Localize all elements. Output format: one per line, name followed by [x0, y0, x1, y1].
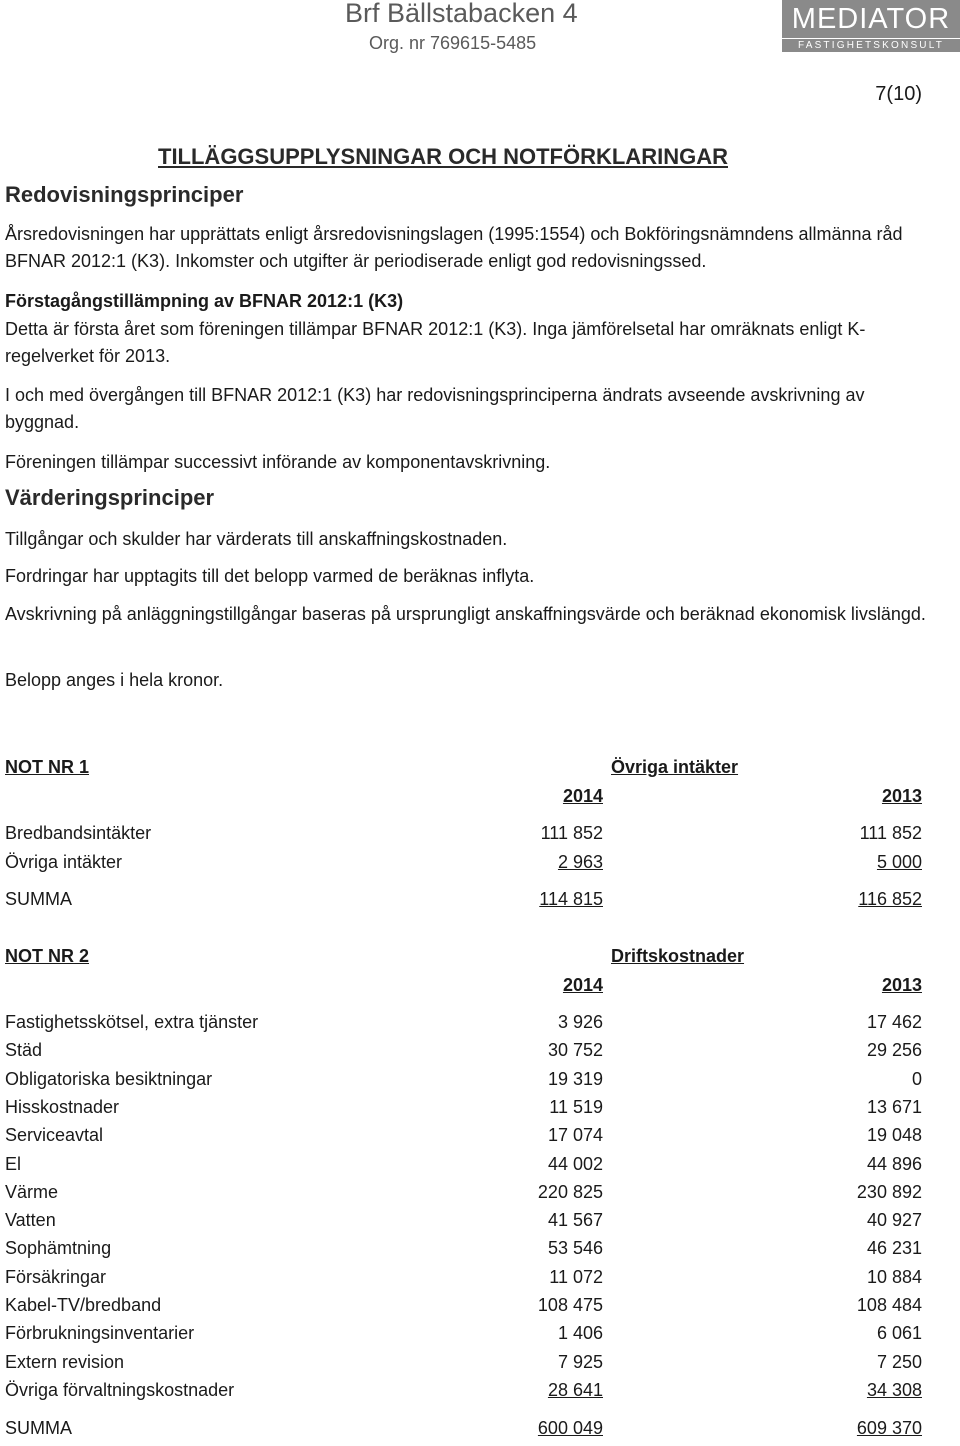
row-label: Övriga intäkter — [5, 851, 123, 872]
value-2014: 108 475 — [537, 1295, 603, 1315]
paragraph-arsredovisning: Årsredovisningen har upprättats enligt årsredovisningslagen (1995:1554) och Bokföringsnämndens allmänna råd BFNAR 2012:1 (K3). Inkomster och utgifter är periodiserade enligt god redovisningssed. — [5, 224, 903, 271]
value-2013: 111 852 — [859, 823, 922, 843]
value-2014: 28 641 — [547, 1379, 603, 1400]
section-title: TILLÄGGSUPPLYSNINGAR OCH NOTFÖRKLARINGAR — [158, 144, 728, 169]
value-2014: 44 002 — [547, 1153, 603, 1174]
row-label: Serviceavtal — [5, 1125, 104, 1146]
note2-sum-label: SUMMA — [5, 1418, 72, 1438]
note1-sum-row — [0, 889, 960, 917]
table-row — [0, 1210, 960, 1238]
value-2014: 11 519 — [549, 1096, 603, 1117]
note1-sum-label: SUMMA — [5, 889, 72, 909]
table-row — [0, 1012, 960, 1040]
table-row — [0, 1323, 960, 1351]
heading-forstagangstillampning: Förstagångstillämpning av BFNAR 2012:1 (K3) — [5, 291, 404, 311]
value-2014: 1 406 — [557, 1323, 603, 1344]
paragraph-komponentavskrivning: Föreningen tillämpar successivt införande av komponentavskrivning. — [5, 452, 551, 472]
value-2013: 46 231 — [866, 1238, 922, 1259]
heading-varderingsprinciper: Värderingsprinciper — [5, 485, 215, 510]
table-row — [0, 1238, 960, 1266]
mediator-logo — [782, 0, 960, 52]
logo-wordmark: MEDIATOR — [782, 0, 960, 38]
note1-label: NOT NR 1 — [5, 757, 90, 777]
row-label: Förbrukningsinventarier — [5, 1323, 195, 1344]
paragraph-fordringar: Fordringar har upptagits till det belopp varmed de beräknas inflyta. — [5, 566, 535, 586]
value-2014: 111 852 — [540, 823, 603, 843]
row-label: Städ — [5, 1040, 43, 1061]
row-label: Kabel-TV/bredband — [5, 1295, 162, 1315]
note2-sum-2014: 600 049 — [537, 1418, 603, 1438]
note2-year-2014: 2014 — [562, 975, 603, 995]
row-label: Vatten — [5, 1210, 56, 1231]
note1-title: Övriga intäkter — [611, 757, 739, 777]
note1-year-2014: 2014 — [562, 786, 603, 806]
value-2013: 13 671 — [866, 1096, 922, 1117]
value-2013: 19 048 — [866, 1125, 922, 1146]
value-2014: 2 963 — [557, 851, 603, 872]
note1-sum-2014: 114 815 — [539, 889, 603, 909]
value-2013: 0 — [911, 1068, 922, 1089]
row-label: Extern revision — [5, 1351, 125, 1372]
note2-year-2013: 2013 — [881, 975, 922, 995]
page-number: 7(10) — [875, 83, 922, 105]
row-label: Sophämtning — [5, 1238, 112, 1259]
value-2014: 30 752 — [547, 1040, 603, 1061]
table-row — [0, 1125, 960, 1153]
value-2014: 41 567 — [547, 1210, 603, 1231]
company-name: Brf Bällstabacken 4 — [345, 0, 578, 28]
table-row — [0, 1154, 960, 1182]
value-2014: 17 074 — [547, 1125, 603, 1146]
paragraph-forsta-aret: Detta är första året som föreningen tillämpar BFNAR 2012:1 (K3). Inga jämförelsetal har omräknats enligt K-regelverket för 2013. — [5, 319, 866, 366]
row-label: Hisskostnader — [5, 1096, 120, 1117]
row-label: Värme — [5, 1181, 59, 1202]
table-row — [0, 1040, 960, 1068]
note2-sum-2013: 609 370 — [856, 1418, 922, 1438]
row-label: Försäkringar — [5, 1266, 107, 1287]
paragraph-tillgangar: Tillgångar och skulder har värderats till anskaffningskostnaden. — [5, 529, 508, 549]
note1-sum-2013: 116 852 — [858, 889, 922, 909]
note1-year-2013: 2013 — [881, 786, 922, 806]
note2-label: NOT NR 2 — [5, 946, 90, 966]
note2-title: Driftskostnader — [611, 946, 745, 966]
heading-redovisningsprinciper: Redovisningsprinciper — [5, 182, 244, 207]
value-2013: 29 256 — [866, 1040, 922, 1061]
table-row — [0, 1097, 960, 1125]
row-label: Fastighetsskötsel, extra tjänster — [5, 1012, 259, 1032]
paragraph-belopp: Belopp anges i hela kronor. — [5, 670, 224, 690]
value-2014: 7 925 — [557, 1351, 603, 1372]
value-2014: 220 825 — [537, 1181, 603, 1202]
paragraph-overgangen: I och med övergången till BFNAR 2012:1 (K3) har redovisningsprinciperna ändrats avseende avskrivning av byggnad. — [5, 385, 865, 432]
value-2014: 11 072 — [549, 1266, 603, 1287]
value-2014: 19 319 — [547, 1068, 603, 1089]
table-row — [0, 852, 960, 880]
table-row — [0, 1267, 960, 1295]
table-row — [0, 1182, 960, 1210]
paragraph-avskrivning: Avskrivning på anläggningstillgångar baseras på ursprungligt anskaffningsvärde och beräknad ekonomisk livslängd. — [5, 604, 926, 624]
note2-sum-row — [0, 1418, 960, 1446]
value-2013: 44 896 — [866, 1153, 922, 1174]
value-2013: 108 484 — [856, 1295, 922, 1315]
value-2013: 230 892 — [856, 1181, 922, 1202]
table-row — [0, 1380, 960, 1408]
note1-year-header — [0, 786, 960, 814]
table-row — [0, 1295, 960, 1323]
value-2013: 40 927 — [866, 1210, 922, 1231]
value-2014: 53 546 — [547, 1238, 603, 1259]
value-2014: 3 926 — [557, 1012, 603, 1032]
row-label: Bredbandsintäkter — [5, 823, 152, 843]
logo-subtitle: FASTIGHETSKONSULT — [782, 39, 960, 52]
value-2013: 5 000 — [876, 851, 922, 872]
value-2013: 7 250 — [876, 1351, 922, 1372]
row-label: Övriga förvaltningskostnader — [5, 1379, 235, 1400]
org-number: Org. nr 769615-5485 — [369, 33, 537, 53]
value-2013: 34 308 — [866, 1379, 922, 1400]
value-2013: 17 462 — [866, 1012, 922, 1032]
table-row — [0, 823, 960, 851]
value-2013: 6 061 — [876, 1323, 922, 1344]
note2-year-header — [0, 975, 960, 1003]
table-row — [0, 1352, 960, 1380]
row-label: El — [5, 1153, 22, 1174]
table-row — [0, 1069, 960, 1097]
value-2013: 10 884 — [866, 1266, 922, 1287]
row-label: Obligatoriska besiktningar — [5, 1068, 213, 1089]
